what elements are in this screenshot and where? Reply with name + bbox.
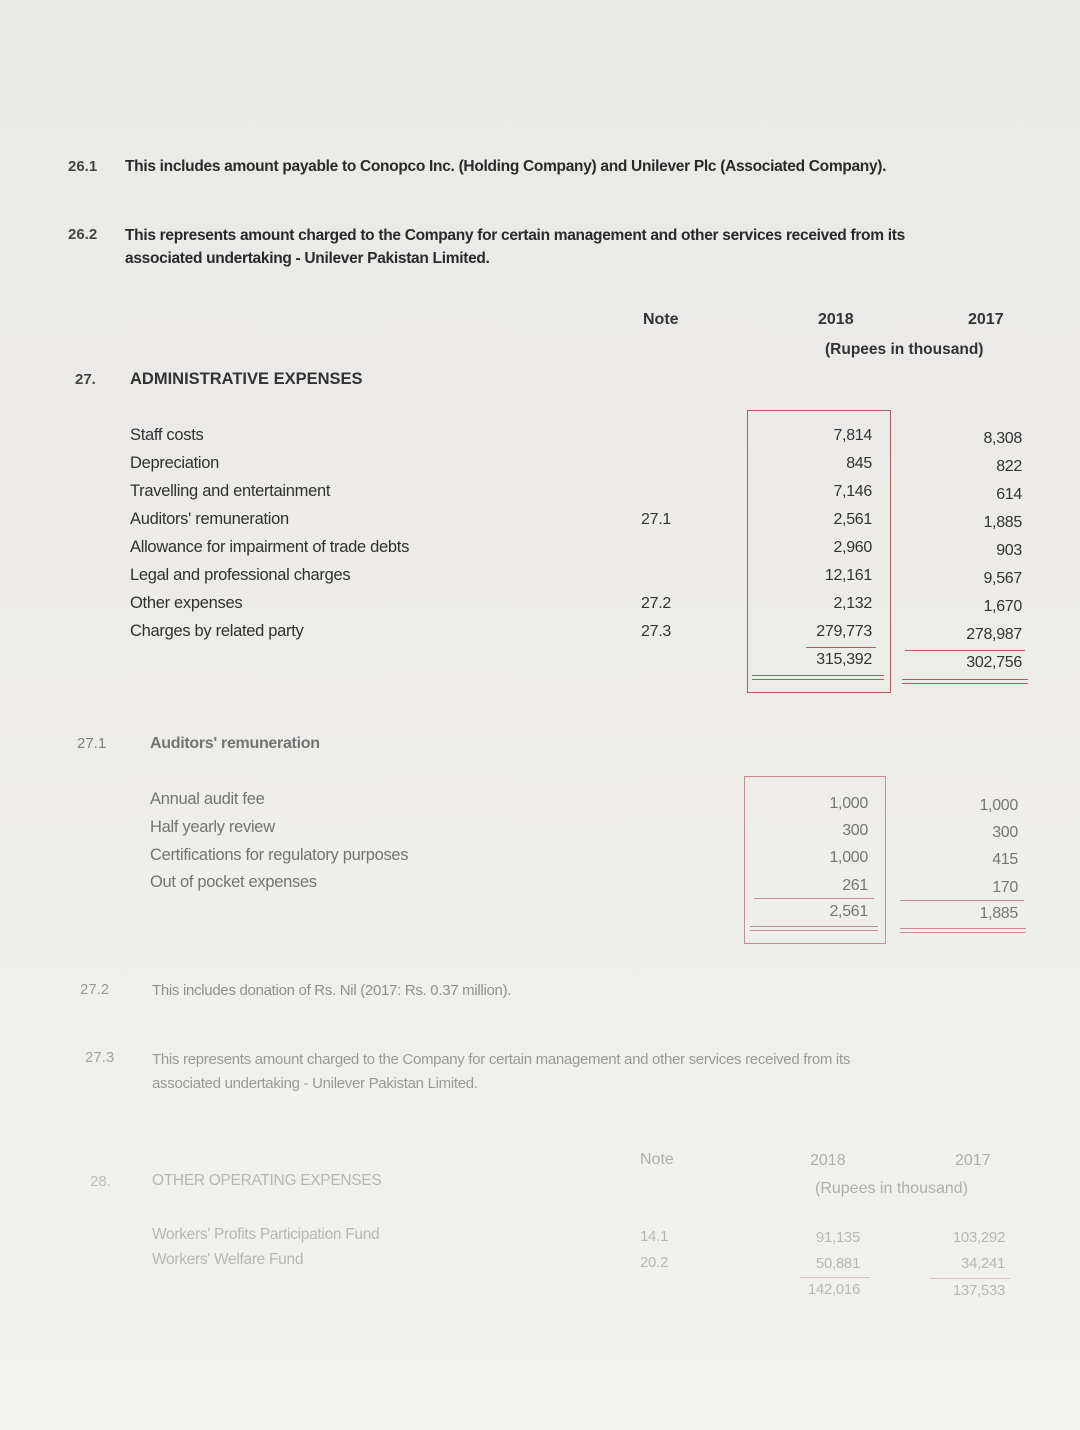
table-row-label: Certifications for regulatory purposes — [150, 846, 409, 864]
total-double-rule — [752, 675, 884, 680]
value-2018: 7,814 — [833, 427, 872, 444]
unit-label: (Rupees in thousand) — [825, 341, 984, 358]
subtotal-rule — [754, 898, 874, 899]
value-2018: 2,561 — [833, 511, 872, 528]
table-row-label: Workers' Profits Participation Fund — [152, 1226, 380, 1243]
subtotal-rule — [800, 1277, 870, 1278]
note-text-line1: This represents amount charged to the Company for certain management and other services received from its — [152, 1051, 851, 1068]
note-ref: 26.2 — [68, 226, 98, 243]
section-title: ADMINISTRATIVE EXPENSES — [130, 370, 363, 388]
subtotal-rule — [930, 1278, 1010, 1279]
total-2018: 2,561 — [829, 903, 868, 920]
total-2017: 137,533 — [952, 1282, 1005, 1299]
value-2018: 7,146 — [833, 483, 872, 500]
table-row-label: Staff costs — [130, 426, 204, 444]
note-ref-cell: 27.2 — [641, 595, 671, 612]
value-2017: 903 — [996, 542, 1022, 559]
table-row-label: Out of pocket expenses — [150, 873, 317, 891]
value-2018: 2,960 — [833, 539, 872, 556]
value-2018: 1,000 — [829, 795, 868, 812]
total-2018: 315,392 — [816, 651, 872, 668]
value-2017: 614 — [996, 486, 1022, 503]
section-ref: 28. — [90, 1173, 111, 1190]
value-2018: 12,161 — [824, 567, 872, 584]
value-2018: 91,135 — [815, 1229, 860, 1246]
note-text-line2: associated undertaking - Unilever Pakistan Limited. — [125, 250, 490, 267]
note-ref-cell: 14.1 — [640, 1228, 668, 1245]
section-ref: 27. — [75, 371, 96, 388]
value-2017: 278,987 — [966, 626, 1022, 643]
note-ref-cell: 20.2 — [640, 1254, 668, 1271]
value-2017: 103,292 — [952, 1229, 1005, 1246]
subtotal-rule — [905, 650, 1025, 651]
value-2017: 300 — [992, 824, 1018, 841]
value-2018: 1,000 — [829, 849, 868, 866]
note-text-line2: associated undertaking - Unilever Pakistan Limited. — [152, 1075, 478, 1092]
table-row-label: Legal and professional charges — [130, 566, 351, 584]
value-2017: 34,241 — [960, 1255, 1005, 1272]
year-2017-label: 2017 — [955, 1152, 991, 1169]
total-double-rule — [902, 679, 1028, 684]
section-title: OTHER OPERATING EXPENSES — [152, 1172, 382, 1189]
total-2018: 142,016 — [807, 1281, 860, 1298]
note-ref: 26.1 — [68, 158, 98, 175]
year-2017-label: 2017 — [968, 311, 1004, 328]
year-2018-label: 2018 — [810, 1152, 846, 1169]
subtotal-rule — [900, 900, 1024, 901]
value-2017: 170 — [992, 879, 1018, 896]
note-text: This includes amount payable to Conopco Inc. (Holding Company) and Unilever Plc (Associated Company). — [125, 158, 887, 175]
subtotal-rule — [806, 647, 876, 648]
value-2017: 9,567 — [983, 570, 1022, 587]
note-column-label: Note — [640, 1151, 674, 1168]
total-double-rule — [900, 928, 1026, 933]
value-2018: 279,773 — [816, 623, 872, 640]
table-row-label: Auditors' remuneration — [130, 510, 289, 528]
year-2018-label: 2018 — [818, 311, 854, 328]
unit-label: (Rupees in thousand) — [815, 1180, 968, 1197]
note-ref: 27.2 — [80, 981, 110, 998]
note-text-line1: This represents amount charged to the Company for certain management and other services received from its — [125, 227, 905, 244]
value-2018: 261 — [842, 877, 868, 894]
value-2018: 845 — [846, 455, 872, 472]
section-ref: 27.1 — [77, 735, 107, 752]
table-row-label: Charges by related party — [130, 622, 304, 640]
value-2017: 1,670 — [983, 598, 1022, 615]
note-ref-cell: 27.3 — [641, 623, 671, 640]
note-text: This includes donation of Rs. Nil (2017: Rs. 0.37 million). — [152, 982, 512, 999]
table-row-label: Travelling and entertainment — [130, 482, 331, 500]
value-2017: 415 — [992, 851, 1018, 868]
value-2017: 8,308 — [983, 430, 1022, 447]
value-2017: 1,000 — [979, 797, 1018, 814]
table-row-label: Workers' Welfare Fund — [152, 1251, 304, 1268]
value-2018: 50,881 — [815, 1255, 860, 1272]
table-row-label: Half yearly review — [150, 818, 275, 836]
total-2017: 302,756 — [966, 654, 1022, 671]
section-title: Auditors' remuneration — [150, 735, 320, 752]
value-2017: 822 — [996, 458, 1022, 475]
total-double-rule — [750, 926, 878, 931]
table-row-label: Allowance for impairment of trade debts — [130, 538, 410, 556]
value-2018: 300 — [842, 822, 868, 839]
total-2017: 1,885 — [979, 905, 1018, 922]
table-row-label: Depreciation — [130, 454, 220, 472]
table-row-label: Other expenses — [130, 594, 243, 612]
note-ref-cell: 27.1 — [641, 511, 671, 528]
value-2018: 2,132 — [833, 595, 872, 612]
value-2017: 1,885 — [983, 514, 1022, 531]
note-ref: 27.3 — [85, 1049, 115, 1066]
table-row-label: Annual audit fee — [150, 790, 265, 808]
note-column-label: Note — [643, 311, 679, 328]
